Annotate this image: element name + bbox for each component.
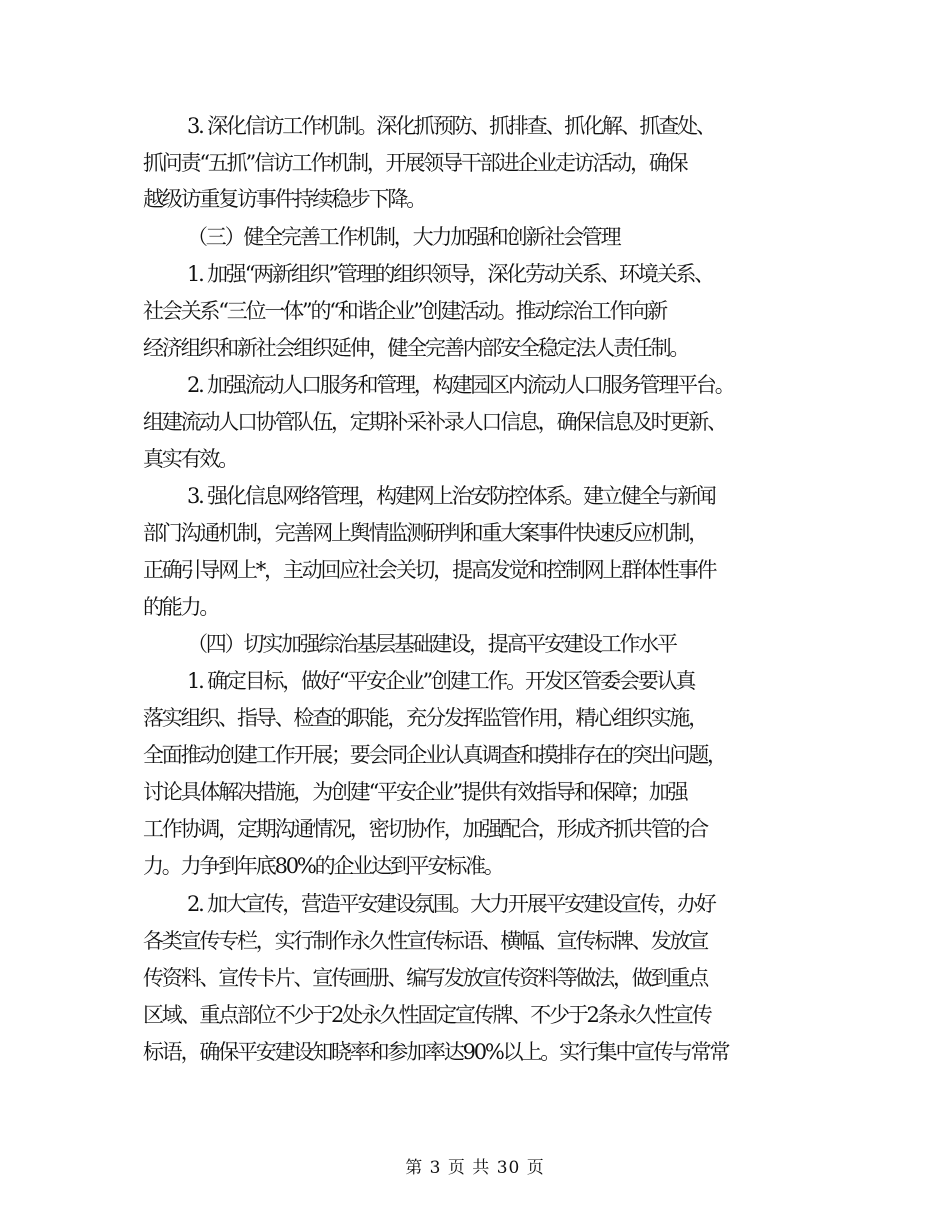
section-heading: （四）切实加强综治基层基础建设，提高平安建设工作水平 [187, 632, 676, 656]
paragraph-line: 1. 加强“两新组织”管理的组织领导，深化劳动关系、环境关系、 [187, 262, 713, 286]
paragraph-line: 3. 强化信息网络管理，构建网上治安防控体系。建立健全与新闻 [187, 484, 715, 508]
section-heading: （三）健全完善工作机制，大力加强和创新社会管理 [187, 225, 620, 249]
paragraph-line: 2. 加强流动人口服务和管理，构建园区内流动人口服务管理平台。 [187, 373, 734, 397]
paragraph-line: 社会关系“三位一体”的“和谐企业”创建活动。推动综治工作向新 [143, 299, 666, 323]
paragraph-line: 讨论具体解决措施，为创建“平安企业”提供有效指导和保障；加强 [143, 780, 687, 804]
paragraph-line: 部门沟通机制，完善网上舆情监测研判和重大案事件快速反应机制， [143, 521, 707, 545]
paragraph-line: 1. 确定目标，做好“平安企业”创建工作。开发区管委会要认真 [187, 669, 695, 693]
paragraph-line: 区域、重点部位不少于2处永久性固定宣传牌、不少于2条永久性宣传 [143, 1003, 711, 1027]
paragraph-line: 标语，确保平安建设知晓率和参加率达90%以上。实行集中宣传与常常 [143, 1040, 729, 1064]
paragraph-line: 落实组织、指导、检查的职能，充分发挥监管作用，精心组织实施， [143, 706, 707, 730]
paragraph-line: 越级访重复访事件持续稳步下降。 [143, 187, 425, 211]
paragraph-line: 全面推动创建工作开展；要会同企业认真调查和摸排存在的突出问题， [143, 743, 726, 767]
paragraph-line: 各类宣传专栏，实行制作永久性宣传标语、横幅、宣传标牌、发放宣 [143, 929, 707, 953]
paragraph-line: 传资料、宣传卡片、宣传画册、编写发放宣传资料等做法，做到重点 [143, 966, 707, 990]
paragraph-line: 正确引导网上*，主动回应社会关切，提高发觉和控制网上群体性事件 [143, 558, 716, 582]
paragraph-line: 真实有效。 [143, 447, 237, 471]
paragraph-line: 力。力争到年底80%的企业达到平安标准。 [143, 854, 503, 878]
paragraph-line: 工作协调，定期沟通情况，密切协作，加强配合，形成齐抓共管的合 [143, 817, 707, 841]
paragraph-line: 抓问责“五抓”信访工作机制，开展领导干部进企业走访活动，确保 [143, 151, 687, 175]
paragraph-line: 的能力。 [143, 595, 219, 619]
paragraph-line: 3. 深化信访工作机制。深化抓预防、抓排查、抓化解、抓查处、 [187, 114, 715, 138]
paragraph-line: 组建流动人口协管队伍，定期补采补录人口信息，确保信息及时更新、 [143, 410, 726, 434]
paragraph-line: 2. 加大宣传，营造平安建设氛围。大力开展平安建设宣传，办好 [187, 892, 715, 916]
page-number-footer: 第 3 页 共 30 页 [405, 1158, 545, 1178]
paragraph-line: 经济组织和新社会组织延伸，健全完善内部安全稳定法人责任制。 [143, 336, 689, 360]
